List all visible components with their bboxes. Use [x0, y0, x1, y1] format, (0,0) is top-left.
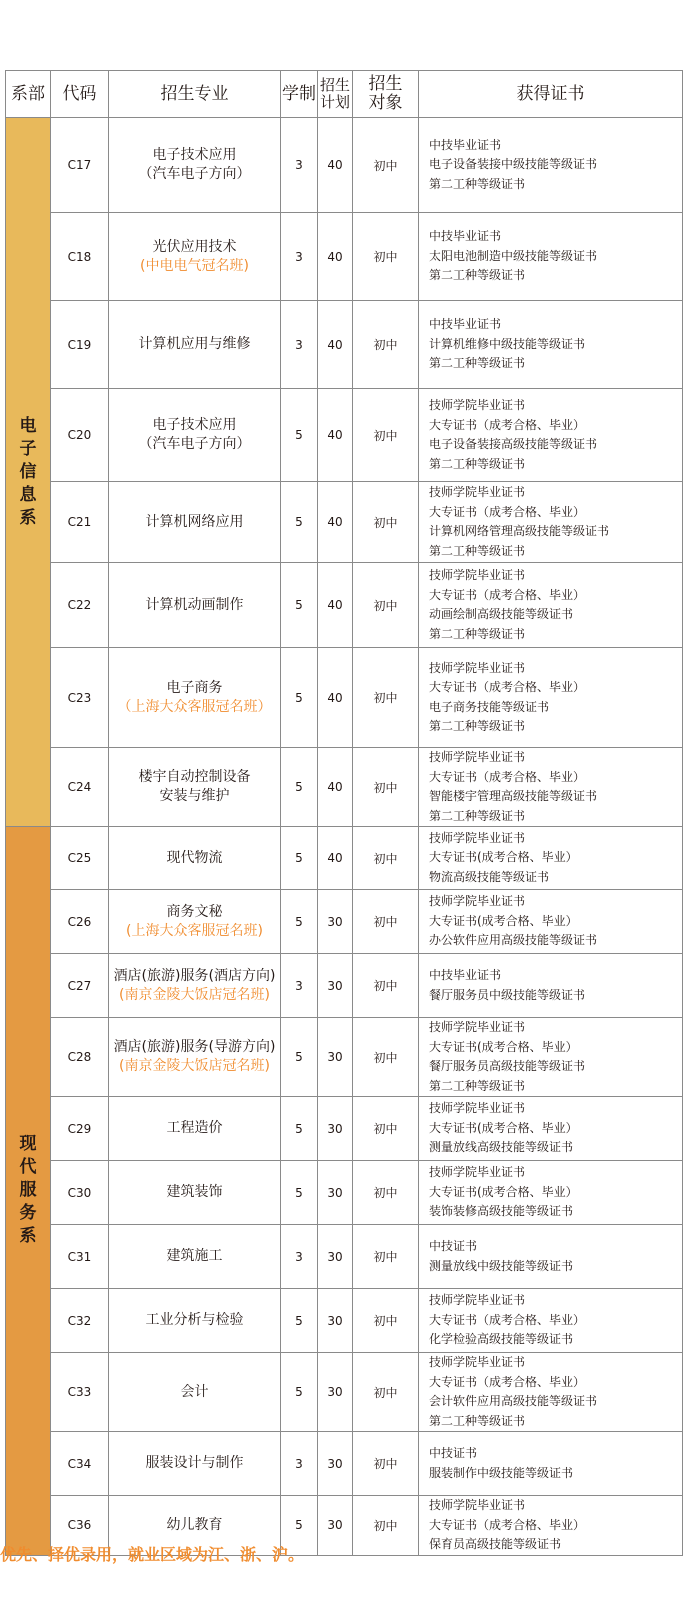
cert-item: 中技毕业证书: [429, 968, 502, 982]
cert-item: 餐厅服务员中级技能等级证书: [429, 987, 586, 1002]
table-row: [6, 954, 683, 1018]
cert-item: 大专证书（成考合格、毕业）: [429, 417, 586, 432]
major-cell: [109, 1432, 281, 1496]
code-cell: C29: [51, 1097, 109, 1161]
major-name: 计算机应用与维修: [138, 336, 251, 352]
enrollment-table: [5, 70, 683, 1556]
major-cell: [109, 563, 281, 648]
cert-item: 技师学院毕业证书: [429, 750, 526, 764]
plan-cell: 30: [318, 1018, 353, 1097]
certs-cell: [419, 1018, 683, 1097]
table-row: [6, 1161, 683, 1225]
plan-cell: 30: [318, 1496, 353, 1556]
plan-cell: 40: [318, 482, 353, 563]
target-cell: 初中: [353, 1432, 419, 1496]
cert-item: 电子设备装接中级技能等级证书: [429, 157, 598, 172]
major-cell: [109, 954, 281, 1018]
major-name: 幼儿教育: [166, 1516, 223, 1533]
cert-item: 技师学院毕业证书: [429, 660, 526, 675]
plan-cell: 40: [318, 827, 353, 890]
years-cell: 5: [281, 482, 318, 563]
major-name: 电子技术应用: [152, 147, 237, 163]
header-target-line2: 对象: [368, 93, 403, 113]
major-subtitle: 安装与维护: [159, 788, 230, 804]
cert-item: 中技证书: [429, 1446, 478, 1460]
target-cell: 初中: [353, 1225, 419, 1289]
years-cell: 3: [281, 954, 318, 1018]
major-cell: [109, 482, 281, 563]
years-cell: 3: [281, 213, 318, 301]
cert-item: 第二工种等级证书: [429, 1413, 526, 1428]
years-cell: 5: [281, 1496, 318, 1556]
target-cell: 初中: [353, 1289, 419, 1353]
plan-cell: 40: [318, 748, 353, 827]
major-cell: [109, 213, 281, 301]
major-subtitle: (南京金陵大饭店冠名班): [119, 986, 270, 1003]
cert-item: 大专证书(成考合格、毕业）: [429, 1120, 578, 1135]
cert-item: 第二工种等级证书: [429, 626, 526, 641]
code-cell: C32: [51, 1289, 109, 1353]
cert-item: 大专证书（成考合格、毕业）: [429, 1517, 586, 1532]
plan-cell: 30: [318, 954, 353, 1018]
cert-item: 技师学院毕业证书: [429, 830, 526, 845]
plan-cell: 30: [318, 1432, 353, 1496]
table-row: [6, 213, 683, 301]
cert-item: 化学检验高级技能等级证书: [429, 1332, 574, 1347]
code-cell: C34: [51, 1432, 109, 1496]
target-cell: 初中: [353, 1097, 419, 1161]
cert-item: 技师学院毕业证书: [429, 1101, 526, 1116]
target-cell: 初中: [353, 118, 419, 213]
plan-cell: 40: [318, 648, 353, 748]
major-name: 工程造价: [166, 1120, 223, 1136]
major-name: 光伏应用技术: [152, 238, 237, 255]
certs-cell: [419, 890, 683, 954]
cert-item: 技师学院毕业证书: [429, 1498, 526, 1512]
target-cell: 初中: [353, 1161, 419, 1225]
cert-item: 大专证书(成考合格、毕业）: [429, 850, 578, 865]
years-cell: 5: [281, 827, 318, 890]
major-cell: [109, 1353, 281, 1432]
major-subtitle: (南京金陵大饭店冠名班): [119, 1058, 270, 1074]
major-cell: [109, 890, 281, 954]
cert-item: 第二工种等级证书: [429, 356, 526, 371]
years-cell: 5: [281, 1289, 318, 1353]
cert-item: 大专证书（成考合格、毕业）: [429, 680, 586, 694]
major-name: 工业分析与检验: [145, 1312, 244, 1328]
dept-name: 现代服务系: [19, 1134, 37, 1247]
cert-item: 技师学院毕业证书: [429, 568, 526, 582]
major-cell: [109, 1289, 281, 1353]
cert-item: 大专证书（成考合格、毕业）: [429, 1374, 586, 1389]
cert-item: 大专证书（成考合格、毕业）: [429, 504, 586, 519]
major-name: 电子技术应用: [152, 417, 237, 433]
plan-cell: 30: [318, 890, 353, 954]
cert-item: 电子设备装接高级技能等级证书: [429, 437, 598, 451]
dept-cell: [6, 118, 51, 827]
header-plan-line2: 计划: [319, 93, 350, 111]
table-row: [6, 748, 683, 827]
code-cell: C17: [51, 118, 109, 213]
certs-cell: [419, 301, 683, 389]
years-cell: 3: [281, 1432, 318, 1496]
major-cell: [109, 118, 281, 213]
cert-item: 大专证书（成考合格、毕业）: [429, 1312, 586, 1327]
cert-item: 电子商务技能等级证书: [429, 699, 550, 714]
code-cell: C19: [51, 301, 109, 389]
cert-item: 中技毕业证书: [429, 317, 502, 332]
cert-item: 技师学院毕业证书: [429, 1355, 526, 1369]
certs-cell: [419, 1289, 683, 1353]
table-row: [6, 648, 683, 748]
cert-item: 太阳电池制造中级技能等级证书: [429, 248, 598, 263]
cert-item: 第二工种等级证书: [429, 268, 526, 283]
cert-item: 办公软件应用高级技能等级证书: [429, 933, 598, 948]
major-cell: [109, 1097, 281, 1161]
major-name: 商务文秘: [166, 903, 223, 920]
years-cell: 5: [281, 1018, 318, 1097]
header-plan-line1: 招生: [319, 76, 350, 94]
table-row: [6, 1432, 683, 1496]
certs-cell: [419, 954, 683, 1018]
certs-cell: [419, 563, 683, 648]
code-cell: C18: [51, 213, 109, 301]
plan-cell: 40: [318, 389, 353, 482]
cert-item: 技师学院毕业证书: [429, 1293, 526, 1308]
major-name: 酒店(旅游)服务(酒店方向): [113, 967, 276, 984]
cert-item: 大专证书(成考合格、毕业）: [429, 1039, 578, 1054]
code-cell: C20: [51, 389, 109, 482]
header-major: 招生专业: [109, 71, 281, 118]
major-cell: [109, 648, 281, 748]
major-cell: [109, 827, 281, 890]
years-cell: 5: [281, 1161, 318, 1225]
target-cell: 初中: [353, 827, 419, 890]
target-cell: 初中: [353, 748, 419, 827]
table-row: [6, 1289, 683, 1353]
plan-cell: 30: [318, 1225, 353, 1289]
target-cell: 初中: [353, 1496, 419, 1556]
certs-cell: [419, 648, 683, 748]
years-cell: 5: [281, 890, 318, 954]
header-code: 代码: [51, 71, 109, 118]
target-cell: 初中: [353, 954, 419, 1018]
major-subtitle: （上海大众客服冠名班）: [117, 698, 272, 715]
cert-item: 大专证书（成考合格、毕业）: [429, 769, 586, 784]
target-cell: 初中: [353, 890, 419, 954]
dept-cell: [6, 827, 51, 1556]
dept-name: 电子信息系: [19, 415, 37, 528]
major-cell: [109, 748, 281, 827]
table-row: [6, 890, 683, 954]
certs-cell: [419, 389, 683, 482]
certs-cell: [419, 482, 683, 563]
years-cell: 5: [281, 748, 318, 827]
cert-item: 大专证书(成考合格、毕业）: [429, 913, 578, 928]
cert-item: 技师学院毕业证书: [429, 485, 526, 499]
code-cell: C36: [51, 1496, 109, 1556]
plan-cell: 30: [318, 1289, 353, 1353]
target-cell: 初中: [353, 1018, 419, 1097]
target-cell: 初中: [353, 301, 419, 389]
cert-item: 动画绘制高级技能等级证书: [429, 607, 574, 621]
major-name: 建筑装饰: [166, 1184, 223, 1200]
code-cell: C25: [51, 827, 109, 890]
cert-item: 第二工种等级证书: [429, 456, 526, 471]
code-cell: C26: [51, 890, 109, 954]
code-cell: C30: [51, 1161, 109, 1225]
major-name: 计算机动画制作: [145, 596, 244, 613]
cert-item: 大专证书（成考合格、毕业）: [429, 587, 586, 602]
certs-cell: [419, 118, 683, 213]
certs-cell: [419, 1432, 683, 1496]
certs-cell: [419, 213, 683, 301]
major-cell: [109, 1018, 281, 1097]
certs-cell: [419, 1097, 683, 1161]
code-cell: C23: [51, 648, 109, 748]
target-cell: 初中: [353, 482, 419, 563]
years-cell: 5: [281, 1097, 318, 1161]
cert-item: 技师学院毕业证书: [429, 1020, 526, 1034]
years-cell: 5: [281, 1353, 318, 1432]
major-subtitle: （汽车电子方向）: [138, 436, 251, 452]
plan-cell: 40: [318, 301, 353, 389]
code-cell: C27: [51, 954, 109, 1018]
major-cell: [109, 1161, 281, 1225]
cert-item: 装饰装修高级技能等级证书: [429, 1204, 574, 1219]
cert-item: 中技毕业证书: [429, 229, 502, 244]
target-cell: 初中: [353, 213, 419, 301]
major-name: 服装设计与制作: [145, 1455, 244, 1471]
header-certs: 获得证书: [419, 71, 683, 118]
cert-item: 第二工种等级证书: [429, 176, 526, 191]
cert-item: 服装制作中级技能等级证书: [429, 1465, 574, 1480]
header-target-line1: 招生: [368, 74, 403, 94]
cert-item: 计算机维修中级技能等级证书: [429, 336, 586, 351]
table-header-row: [6, 71, 683, 118]
plan-cell: 30: [318, 1161, 353, 1225]
plan-cell: 40: [318, 563, 353, 648]
plan-cell: 30: [318, 1353, 353, 1432]
cert-item: 物流高级技能等级证书: [429, 869, 550, 884]
years-cell: 5: [281, 648, 318, 748]
major-subtitle: (上海大众客服冠名班): [126, 922, 263, 939]
table-row: [6, 827, 683, 890]
table-row: [6, 118, 683, 213]
code-cell: C22: [51, 563, 109, 648]
plan-cell: 30: [318, 1097, 353, 1161]
table-row: [6, 1225, 683, 1289]
major-name: 计算机网络应用: [145, 513, 244, 530]
years-cell: 5: [281, 389, 318, 482]
certs-cell: [419, 748, 683, 827]
certs-cell: [419, 1496, 683, 1556]
target-cell: 初中: [353, 648, 419, 748]
years-cell: 3: [281, 1225, 318, 1289]
cert-item: 测量放线中级技能等级证书: [429, 1258, 574, 1273]
major-name: 酒店(旅游)服务(导游方向): [113, 1039, 276, 1055]
years-cell: 5: [281, 563, 318, 648]
header-years: 学制: [281, 71, 318, 118]
cert-item: 技师学院毕业证书: [429, 894, 526, 909]
table-row: [6, 1018, 683, 1097]
cert-item: 第二工种等级证书: [429, 808, 526, 823]
header-target: [353, 71, 419, 118]
cert-item: 第二工种等级证书: [429, 719, 526, 733]
table-row: [6, 301, 683, 389]
header-dept: 系部: [6, 71, 51, 118]
code-cell: C33: [51, 1353, 109, 1432]
cert-item: 技师学院毕业证书: [429, 398, 526, 412]
major-subtitle: (中电电气冠名班): [140, 257, 249, 274]
cert-item: 中技毕业证书: [429, 137, 502, 152]
major-name: 楼宇自动控制设备: [138, 769, 251, 785]
table-row: [6, 563, 683, 648]
years-cell: 3: [281, 118, 318, 213]
certs-cell: [419, 1161, 683, 1225]
cert-item: 计算机网络管理高级技能等级证书: [429, 524, 610, 538]
major-cell: [109, 1225, 281, 1289]
major-name: 现代物流: [166, 849, 223, 866]
code-cell: C31: [51, 1225, 109, 1289]
table-row: [6, 1097, 683, 1161]
code-cell: C28: [51, 1018, 109, 1097]
cert-item: 测量放线高级技能等级证书: [429, 1140, 574, 1155]
target-cell: 初中: [353, 389, 419, 482]
code-cell: C24: [51, 748, 109, 827]
target-cell: 初中: [353, 563, 419, 648]
certs-cell: [419, 827, 683, 890]
major-name: 会计: [180, 1383, 209, 1400]
footer-note: 优先、择优录用，就业区域为江、浙、沪。: [0, 1545, 305, 1564]
major-subtitle: （汽车电子方向）: [138, 166, 251, 182]
major-name: 建筑施工: [166, 1248, 223, 1264]
years-cell: 3: [281, 301, 318, 389]
header-plan: [318, 71, 353, 118]
major-cell: [109, 389, 281, 482]
cert-item: 大专证书(成考合格、毕业）: [429, 1184, 578, 1199]
table-row: [6, 1353, 683, 1432]
cert-item: 智能楼宇管理高级技能等级证书: [429, 789, 598, 803]
cert-item: 餐厅服务员高级技能等级证书: [429, 1059, 586, 1073]
cert-item: 保育员高级技能等级证书: [429, 1537, 562, 1551]
plan-cell: 40: [318, 118, 353, 213]
certs-cell: [419, 1225, 683, 1289]
major-cell: [109, 301, 281, 389]
cert-item: 技师学院毕业证书: [429, 1165, 526, 1180]
code-cell: C21: [51, 482, 109, 563]
table-row: [6, 389, 683, 482]
target-cell: 初中: [353, 1353, 419, 1432]
cert-item: 第二工种等级证书: [429, 1078, 526, 1093]
cert-item: 中技证书: [429, 1239, 478, 1253]
cert-item: 第二工种等级证书: [429, 543, 526, 558]
plan-cell: 40: [318, 213, 353, 301]
major-name: 电子商务: [166, 679, 223, 696]
table-row: [6, 482, 683, 563]
certs-cell: [419, 1353, 683, 1432]
cert-item: 会计软件应用高级技能等级证书: [429, 1394, 598, 1408]
